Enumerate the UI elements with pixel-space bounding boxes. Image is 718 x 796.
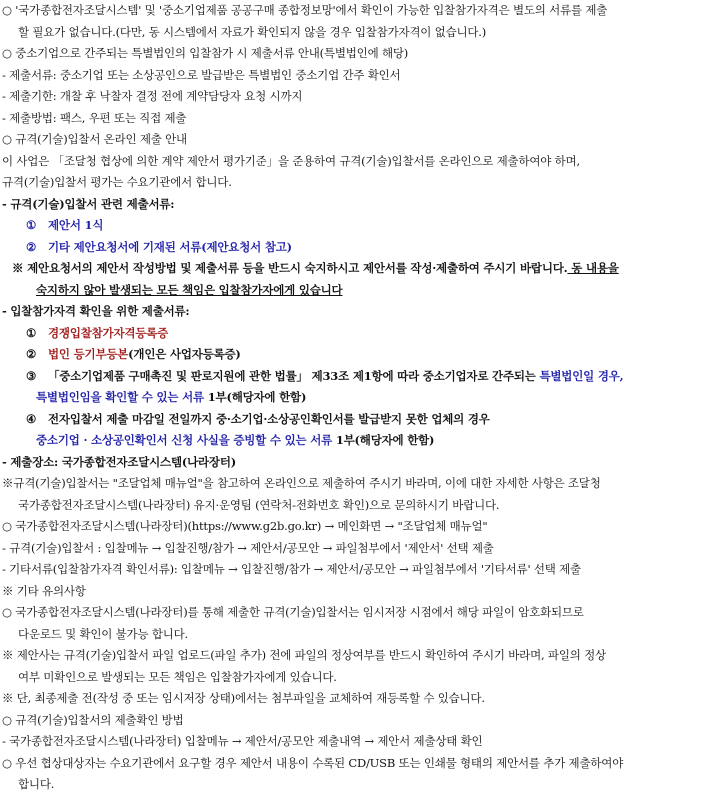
qualification-doc-3 bbox=[2, 366, 714, 388]
item-text-red: 법인 등기부등본 bbox=[48, 347, 129, 361]
confirm-method-path: - 국가종합전자조달시스템(나라장터) 입찰메뉴 → 제안서/공모안 제출내역 → 제안서 제출상태 확인 bbox=[2, 734, 483, 748]
item-number: ④ bbox=[26, 411, 37, 426]
tech-bid-doc-2 bbox=[2, 237, 714, 259]
item-number: ① bbox=[26, 218, 37, 232]
special-corp-heading: ○ 중소기업으로 간주되는 특별법인의 입찰참가 시 제출서류 안내(특별법인에 해당) bbox=[2, 46, 409, 60]
special-corp-docs: - 제출서류: 중소기업 또는 소상공인으로 발급받은 특별법인 중소기업 간주 확인서 bbox=[2, 67, 401, 82]
tech-bid-path: - 규격(기술)입찰서 : 입찰메뉴 → 입찰진행/참가 → 제안서/공모안 → 파일첨부에서 '제안서' 선택 제출 bbox=[2, 540, 494, 555]
qualification-doc-4 bbox=[2, 409, 714, 431]
item-text: 기타 제안요청서에 기재된 서류(제안요청서 참고) bbox=[48, 239, 292, 254]
qualification-note-line2: 할 필요가 없습니다.(다만, 동 시스템에서 자료가 확인되지 않을 경우 입찰참가자격이 없습니다.) bbox=[18, 24, 487, 39]
item-number: ③ bbox=[26, 368, 37, 383]
tech-bid-doc-1 bbox=[2, 215, 714, 237]
manual-note-line1: ※규격(기술)입찰서는 "조달업체 매뉴얼"을 참고하여 온라인으로 제출하여 주시기 바라며, 이에 대한 자세한 사항은 조달청 bbox=[2, 476, 601, 490]
qualification-docs-heading: - 입찰참가자격 확인을 위한 제출서류: bbox=[2, 304, 190, 318]
qualification-doc-1 bbox=[2, 323, 714, 345]
item-text-blue: 중소기업 · 소상공인확인서 신청 사실을 증빙할 수 있는 서류 bbox=[36, 433, 333, 447]
item-text-blue: 특별법인일 경우, bbox=[539, 368, 624, 383]
warning-text-end: 에게 있습니다 bbox=[273, 282, 343, 297]
item-text: 경쟁입찰참가자격등록증 bbox=[48, 325, 168, 340]
replace-file-note: ※ 단, 최종제출 전(작성 중 또는 임시저장 상태)에서는 첨부파일을 교체하여 재등록할 수 있습니다. bbox=[2, 691, 485, 705]
encryption-note-line1: ○ 국가종합전자조달시스템(나라장터)를 통해 제출한 규격(기술)입찰서는 임시저장 시점에서 해당 파일이 암호화되므로 bbox=[2, 605, 584, 619]
tech-bid-docs-heading: - 규격(기술)입찰서 관련 제출서류: bbox=[2, 196, 175, 211]
item-text: (개인은 사업자등록증) bbox=[128, 347, 241, 361]
file-check-note-line2: 여부 미확인으로 발생되는 모든 책임은 입찰참가자에게 있습니다. bbox=[18, 669, 337, 684]
additional-submission-line2: 합니다. bbox=[18, 777, 55, 791]
submission-place: - 제출장소: 국가종합전자조달시스템(나라장터) bbox=[2, 454, 236, 469]
warning-text: ※ 제안요청서의 제안서 작성방법 및 제출서류 등을 반드시 숙지하시고 제안서를 작성·제출하여 주시기 바랍니다. bbox=[12, 261, 568, 275]
file-check-note-line1: ※ 제안사는 규격(기술)입찰서 파일 업로드(파일 추가) 전에 파일의 정상여부를 반드시 확인하여 주시기 바라며, 파일의 정상 bbox=[2, 648, 606, 662]
item-text: 1부(해당자에 한함) bbox=[203, 390, 307, 404]
encryption-note-line2: 다운로드 및 확인이 불가능 합니다. bbox=[18, 626, 189, 641]
online-submission-text1: 이 사업은 「조달청 협상에 의한 계약 제안서 평가기준」을 준용하여 규격(기술)입찰서를 온라인으로 제출하여야 하며, bbox=[2, 153, 580, 168]
item-text-blue: 특별법인임을 확인할 수 있는 서류 bbox=[36, 390, 204, 404]
item-text: 전자입찰서 제출 마감일 전일까지 중·소기업·소상공인확인서를 발급받지 못한 업체의 경우 bbox=[48, 411, 490, 426]
manual-path: ○ 국가종합전자조달시스템(나라장터)(https://www.g2b.go.kr) → 메인화면 → "조달업체 매뉴얼" bbox=[2, 519, 488, 533]
item-number: ② bbox=[26, 347, 37, 361]
special-corp-deadline: - 제출기한: 개찰 후 낙찰자 결정 전에 계약담당자 요청 시까지 bbox=[2, 89, 303, 103]
qualification-doc-3-cont bbox=[2, 387, 714, 409]
qualification-doc-2 bbox=[2, 344, 714, 366]
manual-note-line2: 국가종합전자조달시스템(나라장터) 유지·운영팀 (연락처-전화번호 확인)으로 문의하시기 바랍니다. bbox=[18, 497, 500, 512]
warning-text: 숙지하지 않아 발생되는 모든 책임은 입찰참가자 bbox=[36, 282, 274, 297]
item-text: 제안서 1식 bbox=[48, 218, 104, 232]
online-submission-heading: ○ 규격(기술)입찰서 온라인 제출 안내 bbox=[2, 132, 187, 146]
other-notes-heading: ※ 기타 유의사항 bbox=[2, 583, 86, 598]
other-docs-path: - 기타서류(입찰참가자격 확인서류): 입찰메뉴 → 입찰진행/참가 → 제안서/공모안 → 파일첨부에서 '기타서류' 선택 제출 bbox=[2, 562, 581, 576]
warning-underlined-text: 동 내용을 bbox=[567, 261, 619, 275]
confirm-method-heading: ○ 규격(기술)입찰서의 제출확인 방법 bbox=[2, 712, 184, 727]
qualification-doc-4-cont bbox=[2, 430, 714, 452]
special-corp-method: - 제출방법: 팩스, 우편 또는 직접 제출 bbox=[2, 110, 187, 125]
item-text: 「중소기업제품 구매촉진 및 판로지원에 관한 법률」 제33조 제1항에 따라 중소기업자로 간주되는 bbox=[48, 368, 540, 383]
item-number: ① bbox=[26, 325, 37, 340]
additional-submission-line1: ○ 우선 협상대상자는 수요기관에서 요구할 경우 제안서 내용이 수록된 CD/USB 또는 인쇄물 형태의 제안서를 추가 제출하여야 bbox=[2, 755, 624, 770]
qualification-note-line1: ○ '국가종합전자조달시스템' 및 '중소기업제품 공공구매 종합정보망'에서 확인이 가능한 입찰참가자격은 별도의 서류를 제출 bbox=[2, 3, 608, 17]
item-number: ② bbox=[26, 239, 37, 254]
proposal-warning-line2 bbox=[2, 280, 714, 302]
online-submission-text2: 규격(기술)입찰서 평가는 수요기관에서 합니다. bbox=[2, 175, 232, 189]
proposal-warning-line1 bbox=[2, 258, 714, 280]
item-text: 1부(해당자에 한함) bbox=[332, 433, 435, 447]
